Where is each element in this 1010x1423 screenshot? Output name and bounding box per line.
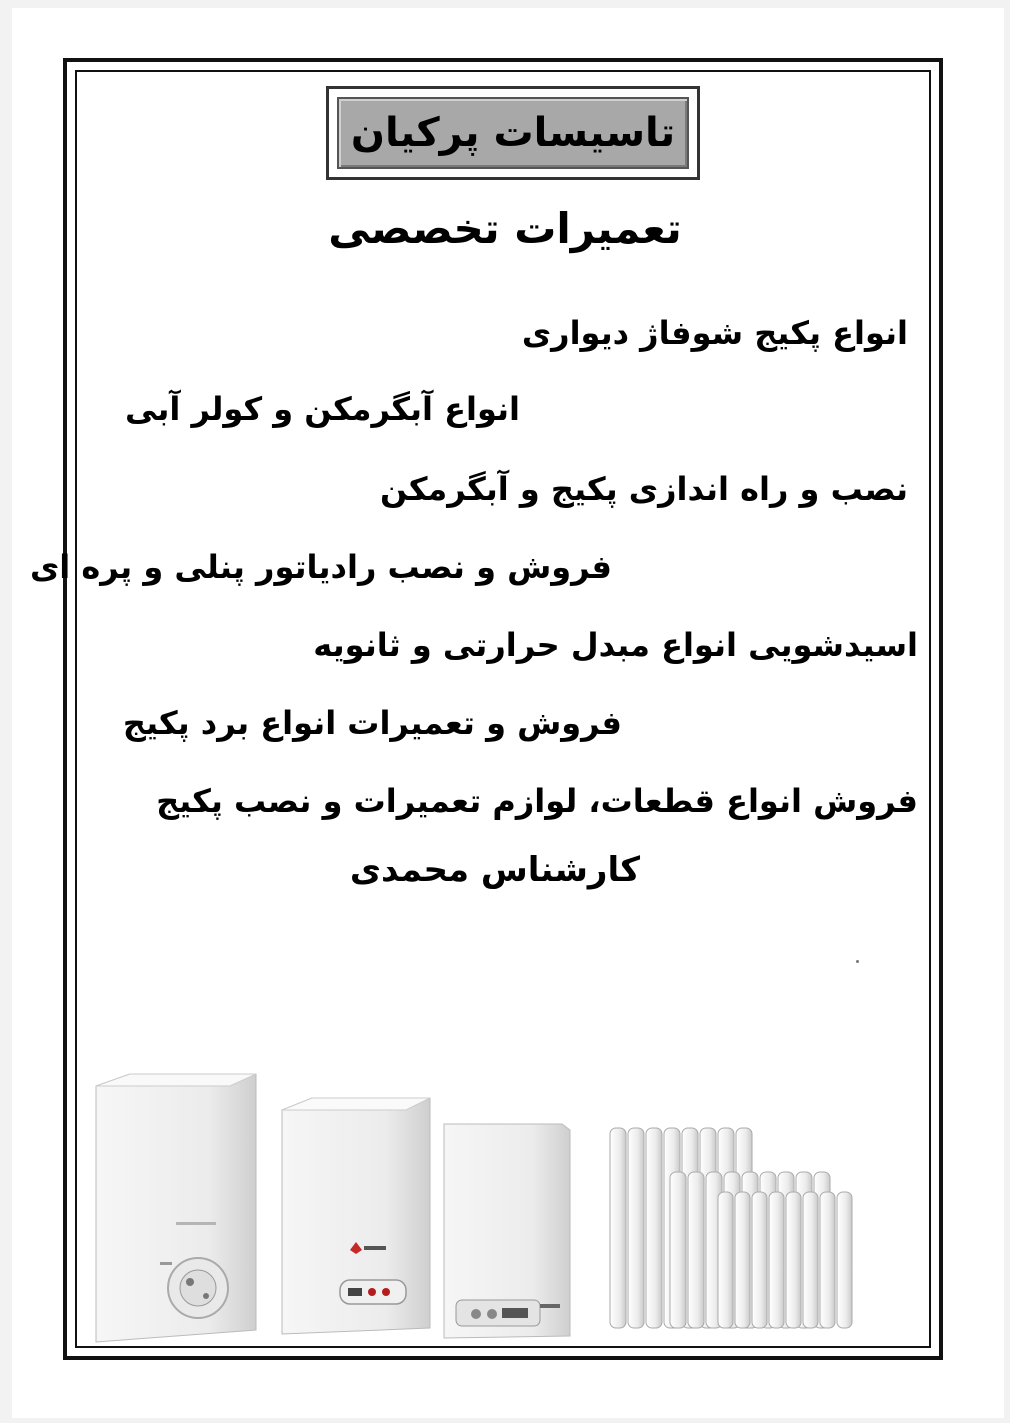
boiler-icon <box>444 1124 570 1338</box>
expert-name: کارشناس محمدی <box>349 850 640 890</box>
service-item-4: فروش و نصب رادیاتور پنلی و پره ای <box>29 548 612 586</box>
service-item-1: انواع پکیج شوفاژ دیواری <box>521 314 908 352</box>
page-title: تاسیسات پرکیان <box>350 110 676 156</box>
service-item-6: فروش و تعمیرات انواع برد پکیج <box>122 704 622 742</box>
service-item-2: انواع آبگرمکن و کولر آبی <box>125 390 520 428</box>
page-subtitle: تعمیرات تخصصی <box>328 204 682 253</box>
service-item-5: اسیدشویی انواع مبدل حرارتی و ثانویه <box>313 626 918 664</box>
service-item-7: فروش انواع قطعات، لوازم تعمیرات و نصب پکیج <box>156 782 918 820</box>
radiator-icon <box>610 1128 852 1328</box>
boiler-icon <box>282 1098 430 1334</box>
boiler-icon <box>96 1074 256 1342</box>
service-item-3: نصب و راه اندازی پکیج و آبگرمکن <box>380 470 908 508</box>
